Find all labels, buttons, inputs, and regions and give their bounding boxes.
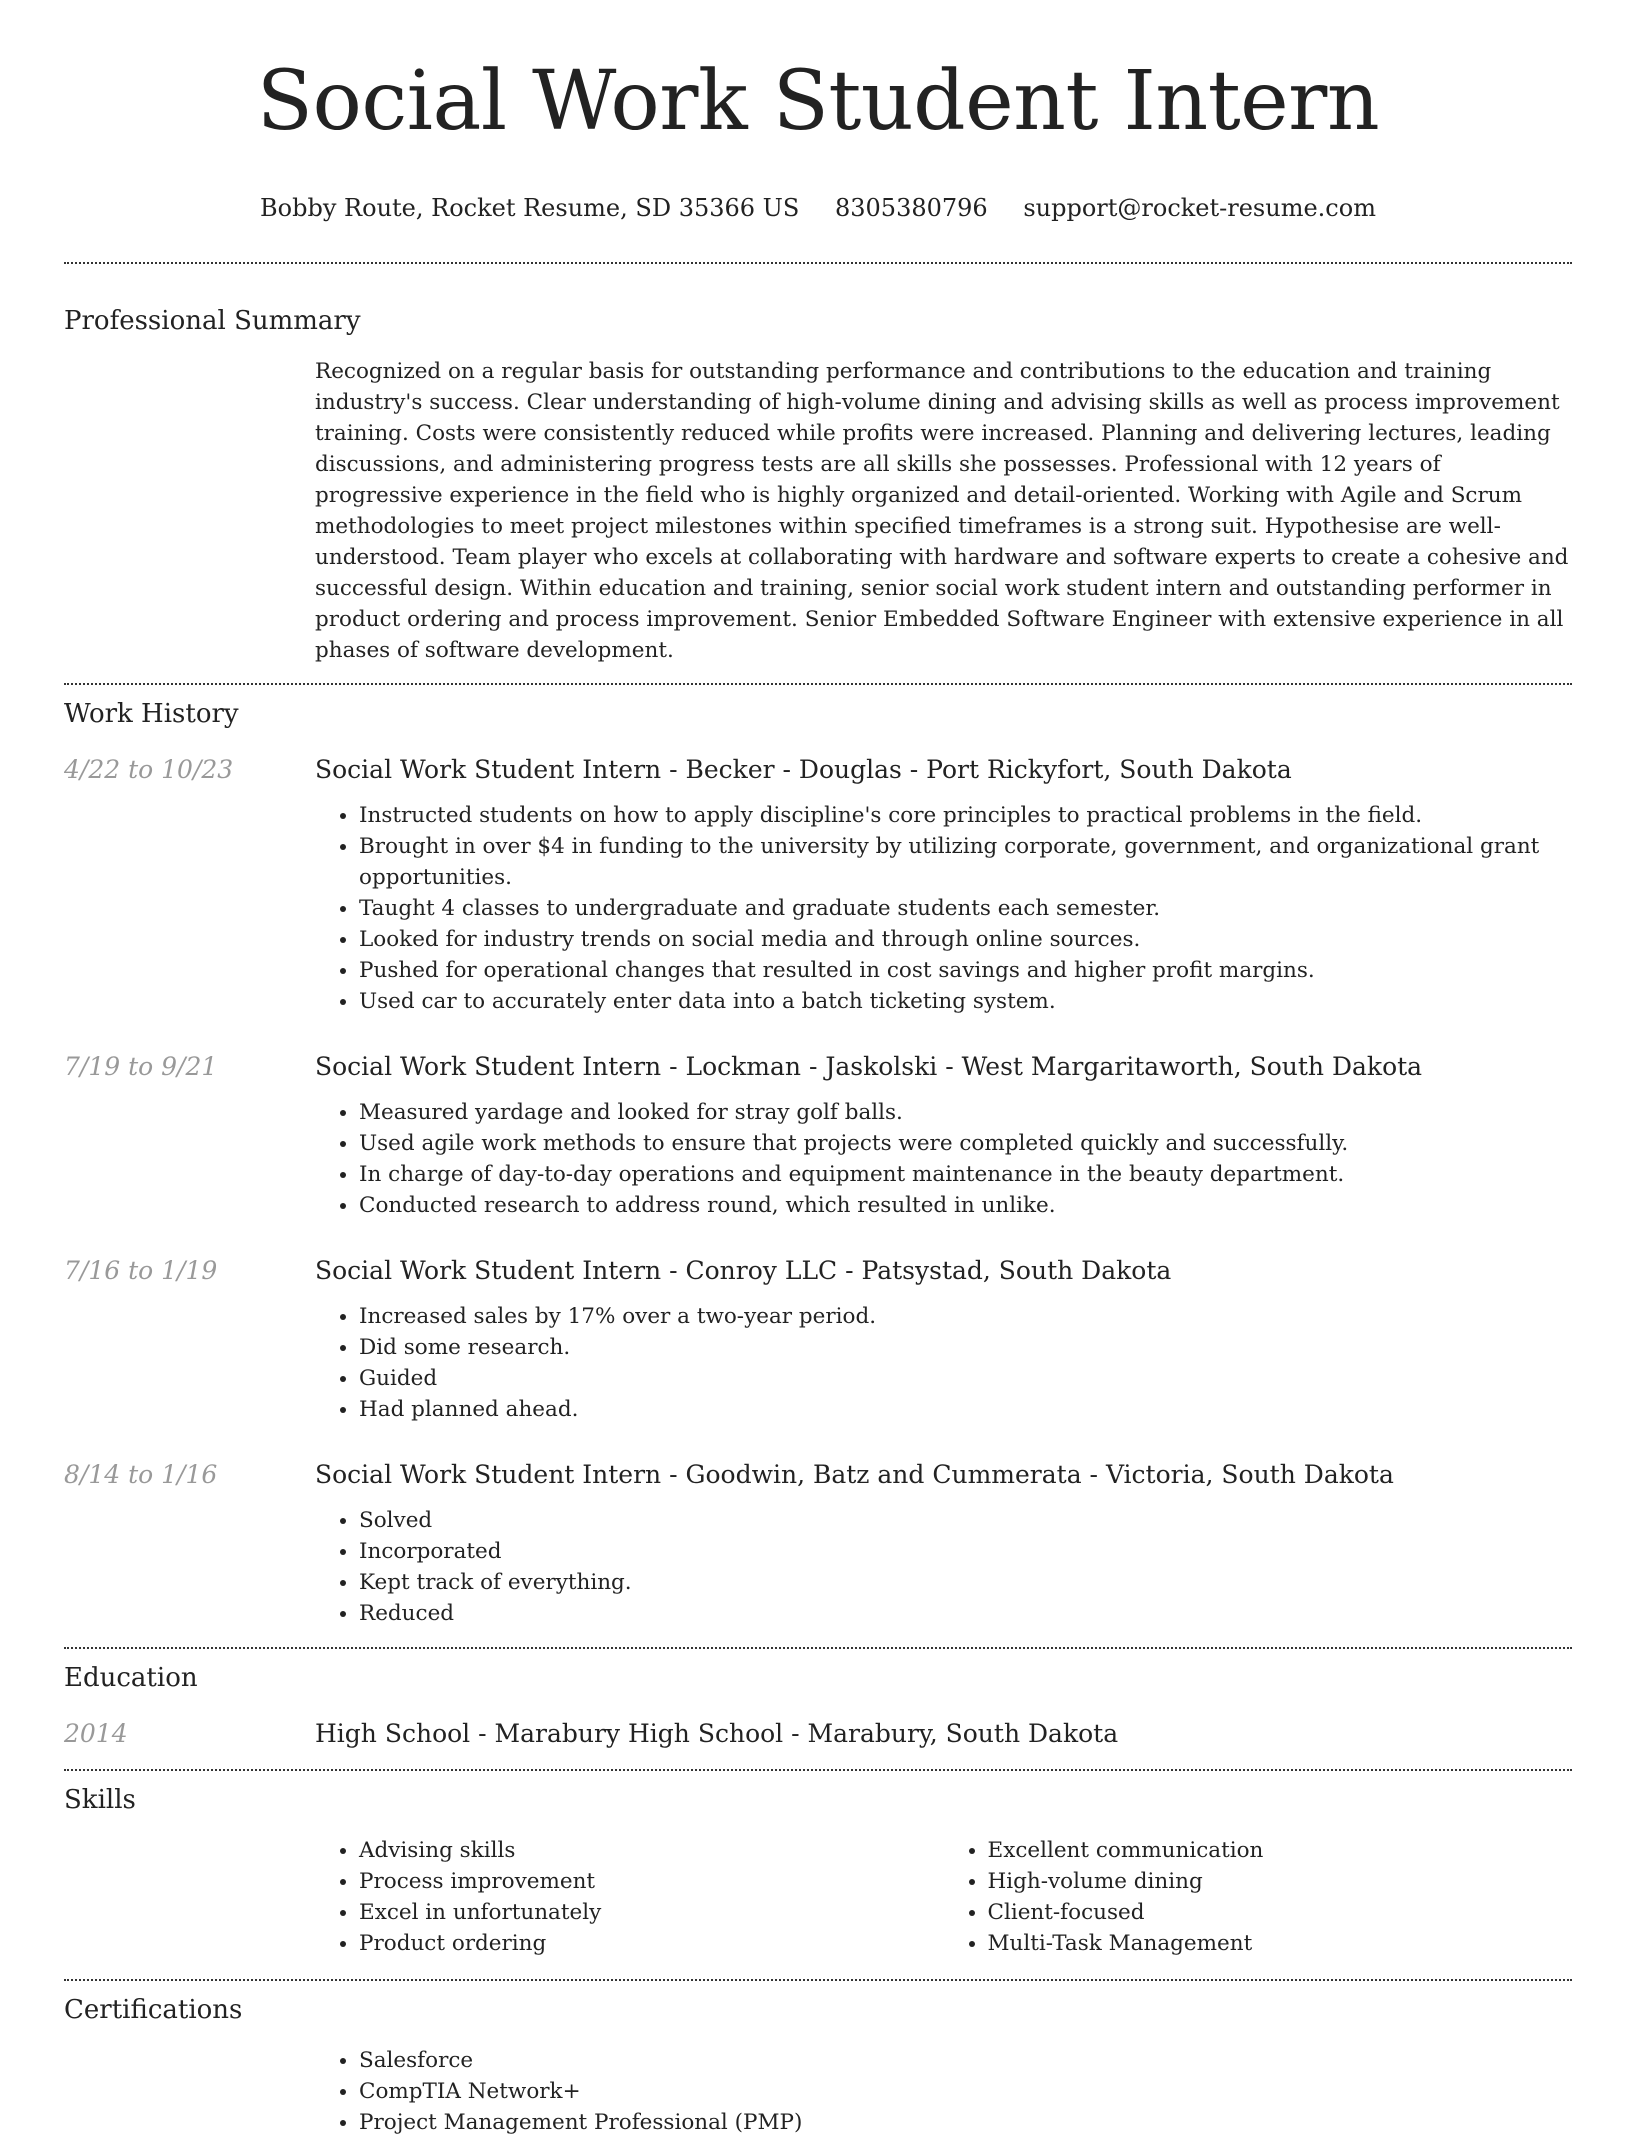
education-heading: High School - Marabury High School - Marabury, South Dakota (315, 1719, 1119, 1748)
contact-line (64, 192, 1572, 224)
job-bullet: • Used agile work methods to ensure that projects were completed quickly and successfully. (359, 1128, 1572, 1159)
job-dates: 7/16 to 1/19 (64, 1256, 218, 1285)
job-bullet: • Measured yardage and looked for stray golf balls. (359, 1097, 1572, 1128)
job-bullet: • Incorporated (359, 1536, 1572, 1567)
section-divider (64, 683, 1572, 685)
skill-item: • Advising skills (359, 1835, 944, 1866)
job-bullet: • Solved (359, 1505, 1572, 1536)
skill-item: • High-volume dining (988, 1866, 1573, 1897)
skill-item: • Multi-Task Management (988, 1928, 1573, 1959)
job-bullet: • Instructed students on how to apply discipline's core principles to practical problems in the field. (359, 800, 1572, 831)
job-bullets (315, 1505, 1572, 1629)
resume-name: Social Work Student Intern (256, 54, 1380, 149)
job-bullet: • Pushed for operational changes that resulted in cost savings and higher profit margins. (359, 955, 1572, 986)
job-bullets (315, 1097, 1572, 1221)
job-dates: 4/22 to 10/23 (64, 755, 234, 784)
job-bullet: • Used car to accurately enter data into a batch ticketing system. (359, 986, 1572, 1017)
skills-list (315, 1835, 1572, 1959)
job-heading: Social Work Student Intern - Conroy LLC - Patsystad, South Dakota (315, 1256, 1172, 1285)
skill-item: • Process improvement (359, 1866, 944, 1897)
job-heading: Social Work Student Intern - Goodwin, Batz and Cummerata - Victoria, South Dakota (315, 1460, 1394, 1489)
skills-column-right (944, 1835, 1573, 1959)
job-entry (64, 1254, 1572, 1425)
skill-item: • Product ordering (359, 1928, 944, 1959)
job-bullets (315, 800, 1572, 1017)
resume-page (64, 0, 1572, 2138)
job-bullet: • Kept track of everything. (359, 1567, 1572, 1598)
education-section-title: Education (64, 1663, 198, 1693)
job-heading: Social Work Student Intern - Lockman - Jaskolski - West Margaritaworth, South Dakota (315, 1052, 1423, 1081)
contact-email: support@rocket-resume.com (1023, 194, 1376, 222)
job-heading: Social Work Student Intern - Becker - Douglas - Port Rickyfort, South Dakota (315, 755, 1292, 784)
skills-column-left (315, 1835, 944, 1959)
skill-item: • Excel in unfortunately (359, 1897, 944, 1928)
job-bullet: • In charge of day-to-day operations and equipment maintenance in the beauty department. (359, 1159, 1572, 1190)
job-bullet: • Taught 4 classes to undergraduate and graduate students each semester. (359, 893, 1572, 924)
certification-item: • Project Management Professional (PMP) (359, 2107, 1572, 2138)
skills-section-title: Skills (64, 1785, 136, 1815)
summary-section-title: Professional Summary (64, 306, 361, 336)
skill-item: • Client-focused (988, 1897, 1573, 1928)
job-entry (64, 1050, 1572, 1221)
certifications-section-title: Certifications (64, 1995, 243, 2025)
section-divider (64, 1647, 1572, 1649)
certifications-list (315, 2045, 1572, 2138)
work-section-title: Work History (64, 699, 239, 729)
job-bullet: • Did some research. (359, 1332, 1572, 1363)
job-bullet: • Had planned ahead. (359, 1394, 1572, 1425)
job-dates: 7/19 to 9/21 (64, 1052, 218, 1081)
contact-address: Bobby Route, Rocket Resume, SD 35366 US (260, 194, 800, 222)
job-bullet: • Looked for industry trends on social media and through online sources. (359, 924, 1572, 955)
job-bullet: • Conducted research to address round, which resulted in unlike. (359, 1190, 1572, 1221)
job-bullet: • Increased sales by 17% over a two-year period. (359, 1301, 1572, 1332)
contact-phone: 8305380796 (834, 194, 988, 222)
job-bullet: • Brought in over $4 in funding to the university by utilizing corporate, government, and organizational grant opportunities. (359, 831, 1572, 893)
section-divider (64, 1979, 1572, 1981)
certification-item: • CompTIA Network+ (359, 2076, 1572, 2107)
skill-item: • Excellent communication (988, 1835, 1573, 1866)
section-divider (64, 262, 1572, 264)
job-bullet: • Guided (359, 1363, 1572, 1394)
education-dates: 2014 (64, 1719, 128, 1748)
summary-text: Recognized on a regular basis for outstanding performance and contributions to the education and training industry's success. Clear understanding of high-volume dining and advising skills as well as process improvement training. Costs were consistently reduced while profits were increased. Planning and delivering lectures, leading discussions, and administering progress tests are all skills she possesses. Professional with 12 years of progressive experience in the field who is highly organized and detail-oriented. Working with Agile and Scrum methodologies to meet project milestones within specified timeframes is a strong suit. Hypothesise are well-understood. Team player who excels at collaborating with hardware and software experts to create a cohesive and successful design. Within education and training, senior social work student intern and outstanding performer in product ordering and process improvement. Senior Embedded Software Engineer with extensive experience in all phases of software development. (315, 359, 1569, 663)
job-bullet: • Reduced (359, 1598, 1572, 1629)
job-entry (64, 1458, 1572, 1629)
job-dates: 8/14 to 1/16 (64, 1460, 218, 1489)
certification-item: • Salesforce (359, 2045, 1572, 2076)
education-entry (64, 1717, 1572, 1751)
section-divider (64, 1769, 1572, 1771)
job-entry (64, 753, 1572, 1017)
job-bullets (315, 1301, 1572, 1425)
